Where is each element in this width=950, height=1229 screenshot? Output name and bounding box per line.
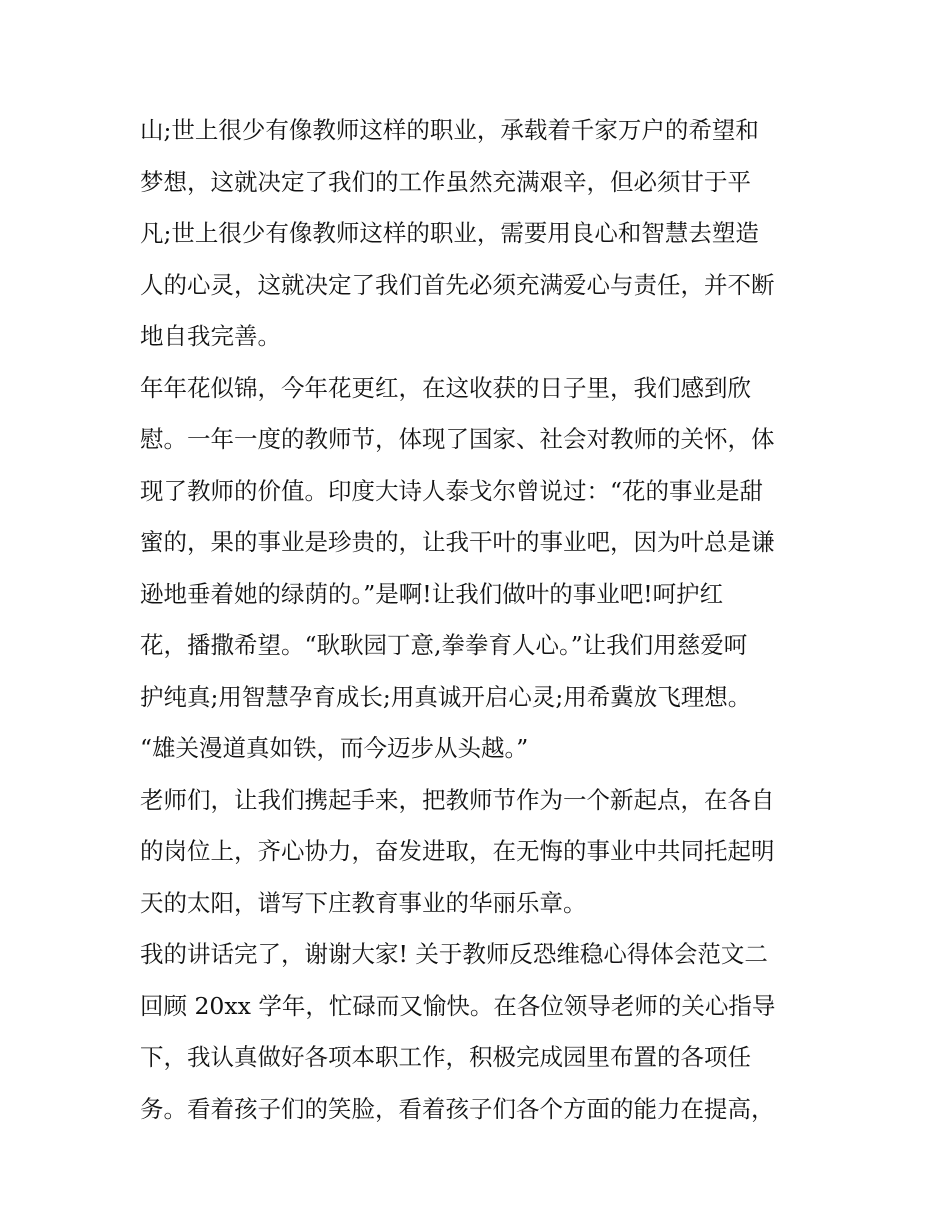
text-line: 老师们，让我们携起手来，把教师节作为一个新起点，在各自 xyxy=(140,785,775,814)
text-line: 梦想，这就决定了我们的工作虽然充满艰辛，但必须甘于平 xyxy=(140,167,751,196)
text-line: 我的讲话完了，谢谢大家! 关于教师反恐维稳心得体会范文二 xyxy=(140,940,768,968)
text-line: “雄关漫道真如铁，而今迈步从头越。” xyxy=(140,734,529,762)
text-line: 凡;世上很少有像教师这样的职业，需要用良心和智慧去塑造 xyxy=(140,219,759,247)
text-line: 下，我认真做好各项本职工作，积极完成园里布置的各项任 xyxy=(140,1043,751,1071)
text-line: 慰。一年一度的教师节，体现了国家、社会对教师的关怀，体 xyxy=(140,425,775,453)
text-line: 地自我完善。 xyxy=(140,322,281,350)
text-line: 天的太阳，谱写下庄教育事业的华丽乐章。 xyxy=(140,888,587,917)
text-line: 人的心灵，这就决定了我们首先必须充满爱心与责任，并不断 xyxy=(140,270,775,299)
text-line: 蜜的，果的事业是珍贵的，让我干叶的事业吧，因为叶总是谦 xyxy=(140,528,775,556)
text-line: 务。看着孩子们的笑脸，看着孩子们各个方面的能力在提高， xyxy=(140,1094,775,1123)
body-text xyxy=(140,105,830,1135)
text-line: 的岗位上，齐心协力，奋发进取，在无悔的事业中共同托起明 xyxy=(140,837,775,865)
text-line: 回顾 20xx 学年，忙碌而又愉快。在各位领导老师的关心指导 xyxy=(140,991,776,1020)
text-line: 花，播撒希望。“耿耿园丁意,拳拳育人心。”让我们用慈爱呵 xyxy=(140,631,748,659)
text-line: 护纯真;用智慧孕育成长;用真诚开启心灵;用希冀放飞理想。 xyxy=(140,682,752,711)
text-line: 现了教师的价值。印度大诗人泰戈尔曾说过：“花的事业是甜 xyxy=(140,476,764,505)
text-line: 年年花似锦，今年花更红，在这收获的日子里，我们感到欣 xyxy=(140,373,751,402)
text-line: 山;世上很少有像教师这样的职业，承载着千家万户的希望和 xyxy=(140,116,759,144)
text-line: 逊地垂着她的绿荫的。”是啊!让我们做叶的事业吧!呵护红 xyxy=(140,579,724,608)
